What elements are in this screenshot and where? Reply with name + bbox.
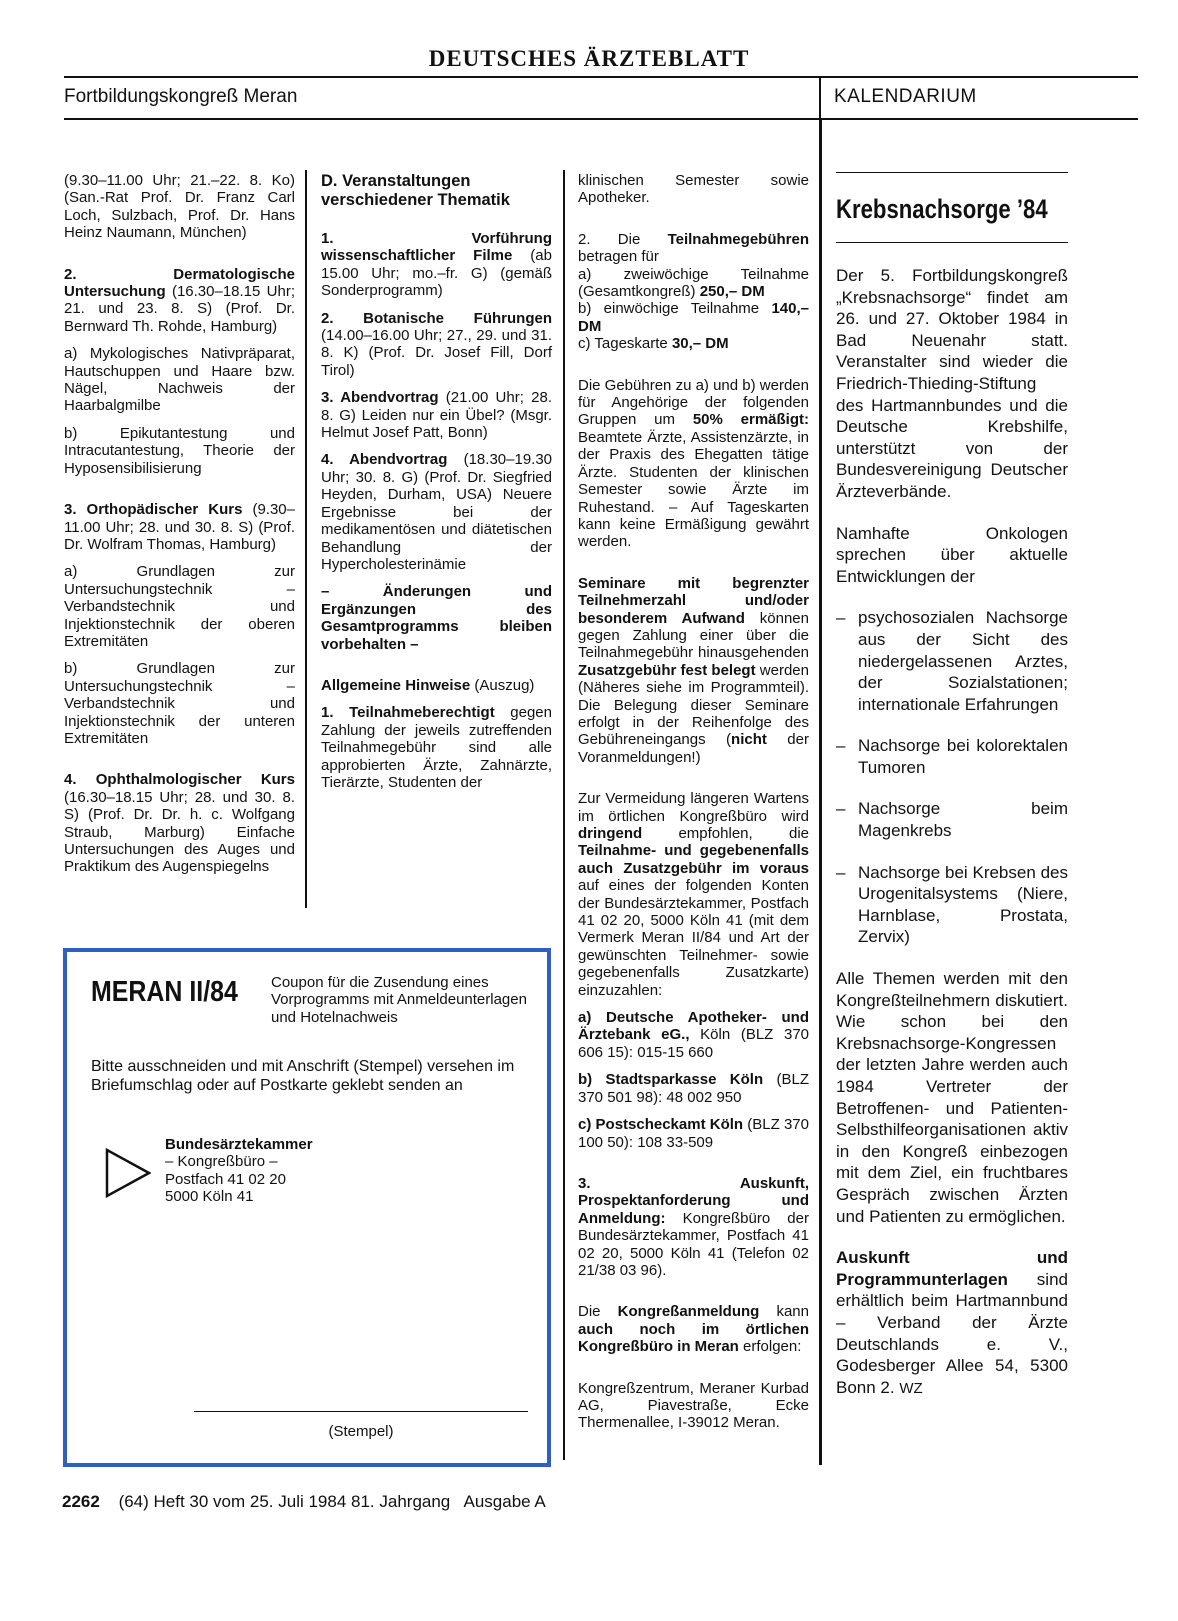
paragraph: Der 5. Fortbildungskongreß „Krebsnachsorge“ findet am 26. und 27. Oktober 1984 in Bad Neuenahr statt. Veranstalter sind wieder die Friedrich-Thieding-Stiftung des Hartmannbundes und die Deutsche Krebshilfe, unterstützt von der Bundesvereinigung Deutscher Ärzteverbände. <box>836 266 1068 501</box>
paragraph: 2. Dermatologische Untersuchung (16.30–18.15 Uhr; 21. und 23. 8. S) (Prof. Dr. Bernward Th. Rohde, Hamburg) <box>64 265 295 335</box>
paragraph: 2. Botanische Führungen (14.00–16.00 Uhr; 27., 29. und 31. 8. K) (Prof. Dr. Josef Fill, Dorf Tirol) <box>321 309 552 379</box>
column-3 <box>578 172 809 1442</box>
item-title: 3. Orthopädischer Kurs <box>64 501 243 519</box>
paragraph: b) Epikutantestung und Intracutantestung, Theorie der Hyposensibilisierung <box>64 424 295 477</box>
title-rule-top <box>836 172 1068 173</box>
item-title: 1. Teilnahmeberechtigt <box>321 704 495 722</box>
paragraph: 1. Vorführung wissenschaftlicher Filme (ab 15.00 Uhr; mo.–fr. G) (gemäß Sonderprogramm) <box>321 230 552 300</box>
column-divider-2 <box>563 170 565 1460</box>
coupon-description: Coupon für die Zusendung eines Vorprogramms mit Anmeldeunterlagen und Hotelnachweis <box>271 974 527 1026</box>
stamp-line <box>194 1411 528 1412</box>
item-title: 2. Dermatologische Untersuchung <box>64 265 295 301</box>
column-divider-1 <box>305 170 307 908</box>
paragraph: 3. Abendvortrag (21.00 Uhr; 28. 8. G) Leiden nur ein Übel? (Msgr. Helmut Josef Patt, Bonn) <box>321 389 552 442</box>
coupon-address <box>165 1136 313 1206</box>
paragraph: b) Grundlagen zur Untersuchungstechnik – Verbandstechnik und Injektionstechnik der unteren Extremitäten <box>64 660 295 747</box>
bank-account: c) Postscheckamt Köln (BLZ 370 100 50): 108 33-509 <box>578 1116 809 1151</box>
address-postbox: Postfach 41 02 20 <box>165 1170 286 1188</box>
bank-account: b) Stadtsparkasse Köln (BLZ 370 501 98): 48 002 950 <box>578 1071 809 1106</box>
column-1 <box>64 172 295 886</box>
stamp-label: (Stempel) <box>328 1423 394 1440</box>
paragraph: a) Grundlagen zur Untersuchungstechnik – Verbandstechnik und Injektionstechnik der oberen Extremitäten <box>64 563 295 650</box>
paragraph: 3. Auskunft, Prospektanforderung und Anmeldung: Kongreßbüro der Bundesärztekammer, Postfach 41 02 20, 5000 Köln 41 (Telefon 02 21/38 03 96). <box>578 1174 809 1279</box>
page-number: 2262 <box>62 1492 100 1511</box>
item-title: 1. Vorführung wissenschaftlicher Filme <box>321 230 552 265</box>
list-item: – psychosozialen Nachsorge aus der Sicht des niedergelassenen Arztes, der Sozialstationen; internationale Erfahrungen <box>836 608 1068 714</box>
paragraph: 2. Die Teilnahmegebühren betragen für <box>578 230 809 266</box>
paragraph: Die Kongreßanmeldung kann auch noch im örtlichen Kongreßbüro in Meran erfolgen: <box>578 1303 809 1356</box>
address-name: Bundesärztekammer <box>165 1136 313 1153</box>
list-item: – Nachsorge bei kolorektalen Tumoren <box>836 736 1068 777</box>
column-divider-3 <box>819 120 822 1465</box>
list-item: – Nachsorge bei Krebsen des Urogenitalsystems (Niere, Harnblase, Prostata, Zervix) <box>836 862 1068 947</box>
paragraph: 4. Ophthalmologischer Kurs (16.30–18.15 Uhr; 28. und 30. 8. S) (Prof. Dr. Dr. h. c. Wolfgang Straub, Marburg) Einfache Untersuchungen des Auges und Praktikum des Augenspiegelns <box>64 771 295 876</box>
item-title: 4. Ophthalmologischer Kurs <box>64 771 295 789</box>
item-title: 3. Abendvortrag <box>321 389 439 407</box>
item-title: 4. Abendvortrag <box>321 451 448 469</box>
kalendarium-label: KALENDARIUM <box>834 86 977 107</box>
column-4 <box>836 265 1068 1419</box>
paragraph: a) Mykologisches Nativpräparat, Hautschuppen und Haare bzw. Nägel, Nachweis der Haarbalgmilbe <box>64 345 295 415</box>
coupon-instruction: Bitte ausschneiden und mit Anschrift (Stempel) versehen im Briefumschlag oder auf Postkarte geklebt senden an <box>91 1058 515 1094</box>
address-city: 5000 Köln 41 <box>165 1188 254 1206</box>
paragraph: Seminare mit begrenzter Teilnehmerzahl und/oder besonderem Aufwand können gegen Zahlung einer über die Teilnahmegebühr hinausgehenden Zusatzgebühr fest belegt werden (Näheres siehe im Programmteil). Die Belegung dieser Seminare erfolgt in der Reihenfolge des Gebühreneingangs (nicht der Voranmeldungen!) <box>578 574 809 766</box>
header-divider <box>819 76 821 120</box>
paragraph: Allgemeine Hinweise (Auszug) <box>321 676 535 694</box>
masthead: DEUTSCHES ÄRZTEBLATT <box>428 46 750 71</box>
paragraph: Namhafte Onkologen sprechen über aktuelle Entwicklungen der <box>836 523 1068 586</box>
paragraph: 4. Abendvortrag (18.30–19.30 Uhr; 30. 8. G) (Prof. Dr. Siegfried Heyden, Durham, USA) Neuere Ergebnisse bei der medikamentösen und diätetischen Behandlung der Hypercholesterinämie <box>321 451 553 573</box>
paragraph: 1. Teilnahmeberechtigt gegen Zahlung der jeweils zutreffenden Teilnahmegebühr sind alle approbierten Ärzte, Zahnärzte, Tierärzte, Studenten der <box>321 704 552 791</box>
paragraph: 3. Orthopädischer Kurs (9.30–11.00 Uhr; 28. und 30. 8. S) (Prof. Dr. Wolfram Thomas, Hamburg) <box>64 501 295 553</box>
bank-account: a) Deutsche Apotheker- und Ärztebank eG., Köln (BLZ 370 606 15): 015-15 660 <box>578 1009 810 1061</box>
page-footer <box>62 1492 546 1512</box>
address-department: – Kongreßbüro – <box>165 1153 278 1171</box>
header-bottom-rule <box>64 118 1138 120</box>
list-item: – Nachsorge beim Magenkrebs <box>836 799 1068 841</box>
paragraph: Zur Vermeidung längeren Wartens im örtlichen Kongreßbüro wird dringend empfohlen, die Teilnahme- und gegebenenfalls auch Zusatzgebühr im voraus auf eines der folgenden Konten der Bundesärztekammer, Postfach 41 02 20, 5000 Köln 41 (mit dem Vermerk Meran II/84 und Art der gewünschten Teilnehmer- sowie gegebenenfalls Zusatzkarte) einzuzahlen: <box>578 790 809 999</box>
column-2 <box>321 172 552 801</box>
item-title: 2. Botanische Führungen <box>321 309 552 327</box>
arrow-icon <box>105 1148 151 1198</box>
paragraph: (9.30–11.00 Uhr; 21.–22. 8. Ko) (San.-Rat Prof. Dr. Franz Carl Loch, Sulzbach, Prof. Dr. Hans Heinz Naumann, München) <box>64 172 295 242</box>
paragraph: Alle Themen werden mit den Kongreßteilnehmern diskutiert. Wie schon bei den Krebsnachsorge-Kongressen der letzten Jahre werden auch 1984 Vertreter der Betroffenen- und Patienten-Selbsthilfeorganisationen aktiv in den Kongreß einbezogen mit dem Ziel, ein fruchtbares Gespräch zwischen Ärzten und Patienten zu ermöglichen. <box>836 969 1068 1226</box>
venue-address: Kongreßzentrum, Meraner Kurbad AG, Piavestraße, Ecke Thermenallee, I-39012 Meran. <box>578 1379 809 1432</box>
coupon-box <box>63 948 551 1467</box>
header-top-rule <box>64 76 1138 78</box>
section-title: Fortbildungskongreß Meran <box>64 86 298 107</box>
topic-list <box>836 607 1068 948</box>
fee-item: a) zweiwöchige Teilnahme (Gesamtkongreß) 250,– DM <box>578 265 809 301</box>
issue-info: (64) Heft 30 vom 25. Juli 1984 81. Jahrgang Ausgabe A <box>118 1492 546 1511</box>
item-title: Allgemeine Hinweise <box>321 676 471 694</box>
changes-note: – Änderungen und Ergänzungen des Gesamtprogramms bleiben vorbehalten – <box>321 583 552 653</box>
paragraph: klinischen Semester sowie Apotheker. <box>578 172 809 207</box>
coupon-title: MERAN II/84 <box>91 976 238 1008</box>
section-heading: D. Veranstaltungen verschiedener Thematik <box>321 172 510 209</box>
paragraph: Auskunft und Programmunterlagen sind erhältlich beim Hartmannbund – Verband der Ärzte Deutschlands e. V., Godesberger Allee 54, 5300 Bonn 2. WZ <box>836 1248 1068 1397</box>
author-initials: WZ <box>899 1379 923 1397</box>
title-rule-bottom <box>836 242 1068 243</box>
paragraph: Die Gebühren zu a) und b) werden für Angehörige der folgenden Gruppen um 50% ermäßigt: Beamtete Ärzte, Assistenzärzte, in der Praxis des Ehegatten tätige Ärzte. Studenten der klinischen Semester sowie Ärzte im Ruhestand. – Auf Tageskarten kann keine Ermäßigung gewährt werden. <box>578 376 809 551</box>
article-title: Krebsnachsorge ’84 <box>836 194 1048 224</box>
fee-item: c) Tageskarte 30,– DM <box>578 335 729 353</box>
fee-item: b) einwöchige Teilnahme 140,– DM <box>578 300 809 335</box>
